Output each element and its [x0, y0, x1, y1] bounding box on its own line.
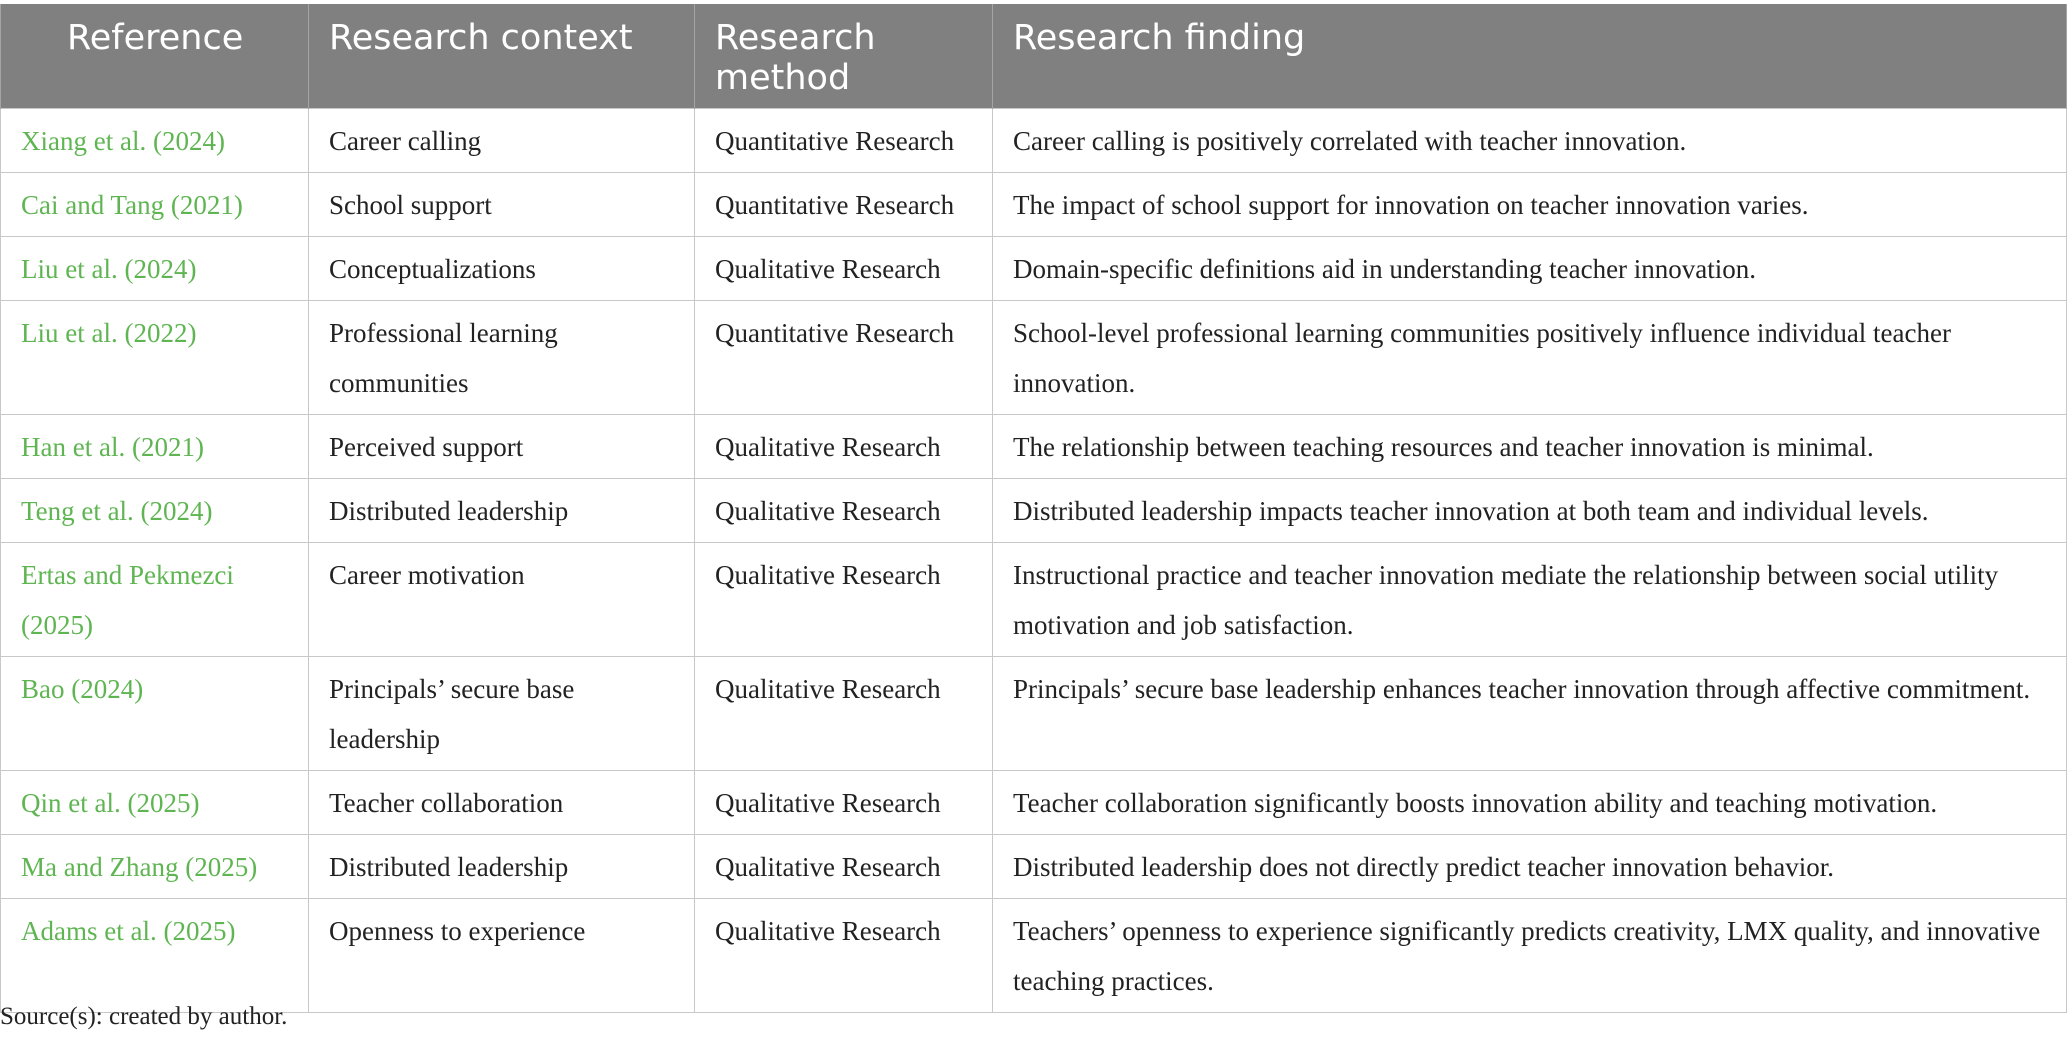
reference-cell: [1, 771, 309, 835]
research-finding-cell: Teacher collaboration significantly boosts innovation ability and teaching motivation.: [993, 771, 2067, 835]
reference-cell: [1, 543, 309, 657]
research-method-cell: Qualitative Research: [695, 543, 993, 657]
reference-link[interactable]: Ma and Zhang (2025): [21, 852, 258, 882]
research-finding-cell: The impact of school support for innovation on teacher innovation varies.: [993, 173, 2067, 237]
reference-cell: [1, 173, 309, 237]
research-context-cell: Principals’ secure base leadership: [309, 657, 695, 771]
reference-link[interactable]: Cai and Tang (2021): [21, 190, 243, 220]
table-row: [1, 543, 2067, 657]
research-method-cell: Quantitative Research: [695, 109, 993, 173]
research-finding-cell: The relationship between teaching resources and teacher innovation is minimal.: [993, 415, 2067, 479]
reference-link[interactable]: Qin et al. (2025): [21, 788, 200, 818]
column-header-research-context: Research context: [309, 4, 695, 109]
research-method-cell: Qualitative Research: [695, 835, 993, 899]
research-method-cell: Qualitative Research: [695, 237, 993, 301]
research-context-cell: Professional learning communities: [309, 301, 695, 415]
research-finding-cell: School-level professional learning communities positively influence individual teacher innovation.: [993, 301, 2067, 415]
research-context-cell: Perceived support: [309, 415, 695, 479]
research-method-cell: Qualitative Research: [695, 771, 993, 835]
reference-link[interactable]: Liu et al. (2024): [21, 254, 197, 284]
table-row: [1, 771, 2067, 835]
header-row: [1, 4, 2067, 109]
research-finding-cell: Principals’ secure base leadership enhances teacher innovation through affective commitment.: [993, 657, 2067, 771]
research-context-cell: Distributed leadership: [309, 835, 695, 899]
table-header: [1, 4, 2067, 109]
reference-link[interactable]: Bao (2024): [21, 674, 144, 704]
research-context-cell: Distributed leadership: [309, 479, 695, 543]
research-method-cell: Quantitative Research: [695, 173, 993, 237]
research-context-cell: School support: [309, 173, 695, 237]
research-finding-cell: Career calling is positively correlated with teacher innovation.: [993, 109, 2067, 173]
table-body: [1, 109, 2067, 1013]
table-row: [1, 415, 2067, 479]
column-header-reference: Reference: [1, 4, 309, 109]
reference-link[interactable]: Teng et al. (2024): [21, 496, 213, 526]
reference-link[interactable]: Han et al. (2021): [21, 432, 204, 462]
reference-cell: [1, 301, 309, 415]
reference-link[interactable]: Adams et al. (2025): [21, 916, 236, 946]
table-row: [1, 237, 2067, 301]
reference-cell: [1, 835, 309, 899]
reference-link[interactable]: Liu et al. (2022): [21, 318, 197, 348]
research-context-cell: Conceptualizations: [309, 237, 695, 301]
research-finding-cell: Distributed leadership does not directly predict teacher innovation behavior.: [993, 835, 2067, 899]
research-method-cell: Quantitative Research: [695, 301, 993, 415]
table-row: [1, 899, 2067, 1013]
research-context-cell: Career motivation: [309, 543, 695, 657]
reference-cell: [1, 415, 309, 479]
reference-cell: [1, 657, 309, 771]
research-context-cell: Teacher collaboration: [309, 771, 695, 835]
literature-table: [0, 4, 2067, 1013]
research-method-cell: Qualitative Research: [695, 899, 993, 1013]
reference-cell: [1, 479, 309, 543]
table-row: [1, 109, 2067, 173]
research-context-cell: Career calling: [309, 109, 695, 173]
research-context-cell: Openness to experience: [309, 899, 695, 1013]
table-row: [1, 301, 2067, 415]
table-row: [1, 835, 2067, 899]
table-row: [1, 657, 2067, 771]
reference-link[interactable]: Xiang et al. (2024): [21, 126, 225, 156]
research-method-cell: Qualitative Research: [695, 479, 993, 543]
research-method-cell: Qualitative Research: [695, 657, 993, 771]
reference-cell: [1, 899, 309, 1013]
research-finding-cell: Distributed leadership impacts teacher innovation at both team and individual levels.: [993, 479, 2067, 543]
research-finding-cell: Domain-specific definitions aid in understanding teacher innovation.: [993, 237, 2067, 301]
column-header-research-method: Research method: [695, 4, 993, 109]
research-finding-cell: Instructional practice and teacher innovation mediate the relationship between social utility motivation and job satisfaction.: [993, 543, 2067, 657]
research-finding-cell: Teachers’ openness to experience significantly predicts creativity, LMX quality, and innovative teaching practices.: [993, 899, 2067, 1013]
column-header-research-finding: Research finding: [993, 4, 2067, 109]
reference-cell: [1, 109, 309, 173]
source-note: Source(s): created by author.: [0, 1003, 288, 1030]
reference-cell: [1, 237, 309, 301]
reference-link[interactable]: Ertas and Pekmezci (2025): [21, 560, 234, 640]
table-row: [1, 173, 2067, 237]
table-row: [1, 479, 2067, 543]
research-method-cell: Qualitative Research: [695, 415, 993, 479]
